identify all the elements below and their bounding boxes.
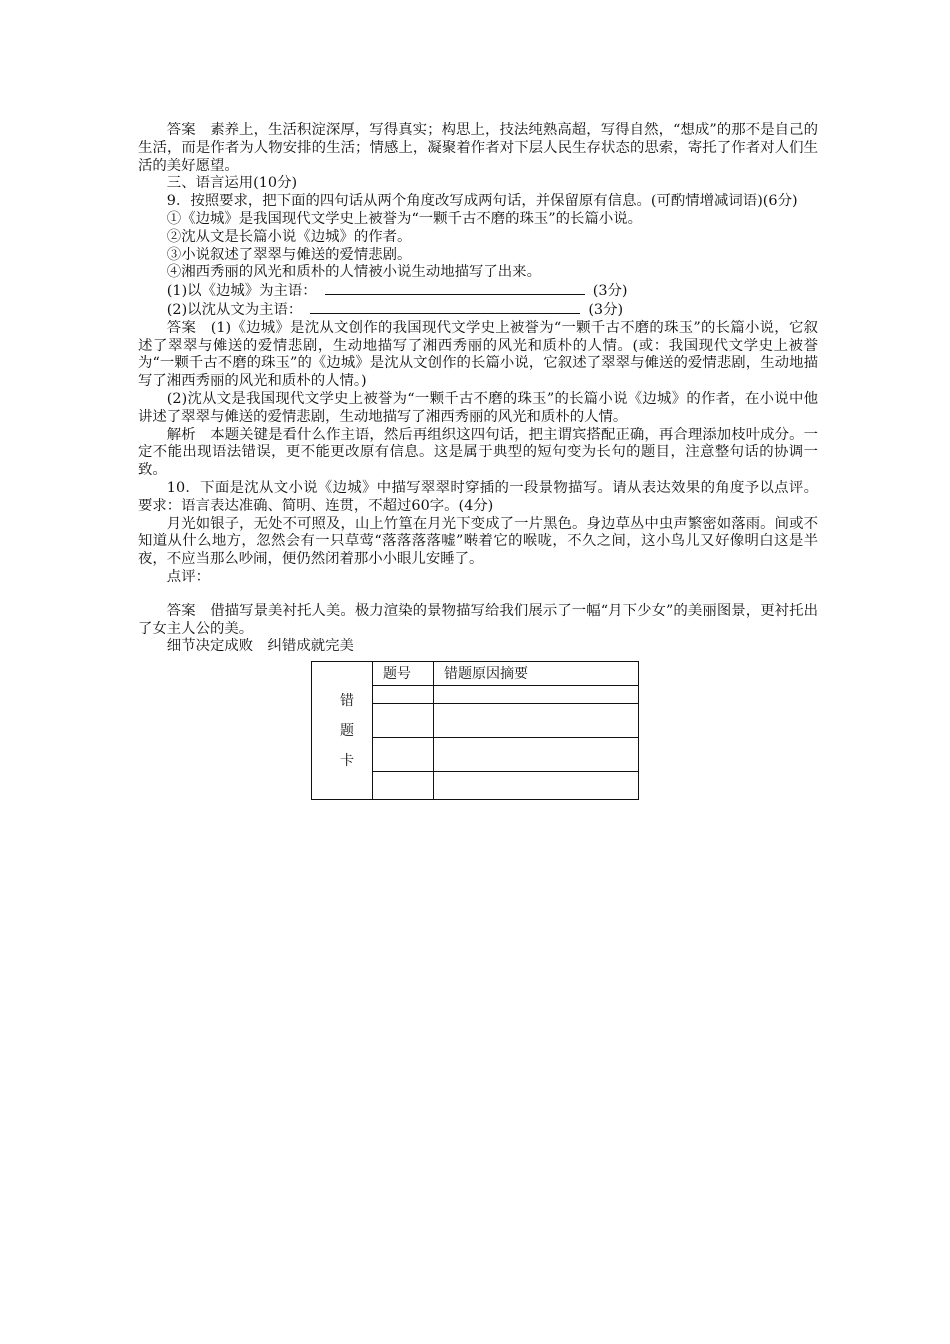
cell-reason-4[interactable] — [434, 772, 639, 800]
cell-reason-1[interactable] — [434, 686, 639, 704]
blank-space — [138, 587, 818, 603]
cell-reason-2[interactable] — [434, 704, 639, 738]
header-question-number: 题号 — [373, 662, 434, 686]
sentence-1: ①《边城》是我国现代文学史上被誉为“一颗千古不磨的珠玉”的长篇小说。 — [166, 210, 643, 227]
subquestion-1 — [138, 282, 818, 301]
cell-number-1[interactable] — [373, 686, 434, 704]
slogan: 细节决定成败 纠错成就完美 — [166, 638, 354, 655]
passage-excerpt: 月光如银子，无处不可照及，山上竹篁在月光下变成了一片黑色。身边草丛中虫声繁密如落雨。间或不知道从什么地方，忽然会有一只草莺“落落落落嘘”啭着它的喉咙，不久之间，这小鸟儿又好像明白这是半夜，不应当那么吵闹，便仍然闭着那小小眼儿安睡了。 — [138, 515, 818, 568]
subquestion-2 — [138, 301, 818, 320]
answer-9-1: 答案 (1)《边城》是沈从文创作的我国现代文学史上被誉为“一颗千古不磨的珠玉”的长篇小说，它叙述了翠翠与傩送的爱情悲剧，生动地描写了湘西秀丽的风光和质朴的人情。(或：我国现代文学史上被誉为“一颗千古不磨的珠玉”的《边城》是沈从文创作的长篇小说，它叙述了翠翠与傩送的爱情悲剧，生动地描写了湘西秀丽的风光和质朴的人情。) — [138, 319, 818, 390]
cell-number-4[interactable] — [373, 772, 434, 800]
answer-paragraph-8: 答案 素养上，生活积淀深厚，写得真实；构思上，技法纯熟高超，写得自然，“想成”的那不是自己的生活，而是作者为人物安排的生活；情感上，凝聚着作者对下层人民生存状态的思索，寄托了作者对人们生活的美好愿望。 — [138, 122, 818, 174]
subquestion-2-label: (2)以沈从文为主语： — [166, 301, 303, 318]
cell-reason-3[interactable] — [434, 738, 639, 772]
subquestion-2-score: (3分) — [588, 301, 624, 318]
document-body — [138, 122, 818, 656]
subquestion-1-label: (1)以《边城》为主语： — [166, 283, 317, 300]
sentence-4: ④湘西秀丽的风光和质朴的人情被小说生动地描写了出来。 — [166, 264, 541, 281]
question-9: 9．按照要求，把下面的四句话从两个角度改写成两句话，并保留原有信息。(可酌情增减词语)(6分) — [166, 193, 798, 210]
cell-number-2[interactable] — [373, 704, 434, 738]
answer-blank-2 — [310, 301, 580, 314]
answer-9-2: (2)沈从文是我国现代文学史上被誉为“一颗千古不磨的珠玉”的长篇小说《边城》的作者，在小说中他讲述了翠翠与傩送的爱情悲剧，生动地描写了湘西秀丽的风光和质朴的人情。 — [138, 390, 818, 425]
sentence-2: ②沈从文是长篇小说《边城》的作者。 — [166, 228, 412, 245]
analysis-9: 解析 本题关键是看什么作主语，然后再组织这四句话，把主谓宾搭配正确，再合理添加枝叶成分。一定不能出现语法错误，更不能更改原有信息。这是属于典型的短句变为长句的题目，注意整句话的协调一致。 — [138, 426, 818, 479]
error-card-label: 错 题 卡 — [312, 662, 373, 800]
answer-10: 答案 借描写景美衬托人美。极力渲染的景物描写给我们展示了一幅“月下少女”的美丽图景，更衬托出了女主人公的美。 — [138, 602, 818, 637]
sentence-3: ③小说叙述了翠翠与傩送的爱情悲剧。 — [166, 246, 412, 263]
comment-label: 点评： — [166, 568, 210, 585]
answer-blank-1 — [325, 282, 585, 295]
header-error-reason: 错题原因摘要 — [434, 662, 639, 686]
cell-number-3[interactable] — [373, 738, 434, 772]
subquestion-1-score: (3分) — [592, 283, 628, 300]
section-heading-language: 三、语言运用(10分) — [166, 175, 298, 192]
question-10: 10．下面是沈从文小说《边城》中描写翠翠时穿插的一段景物描写。请从表达效果的角度予以点评。要求：语言表达准确、简明、连贯，不超过60字。(4分) — [138, 479, 818, 514]
error-card-table — [311, 661, 639, 800]
